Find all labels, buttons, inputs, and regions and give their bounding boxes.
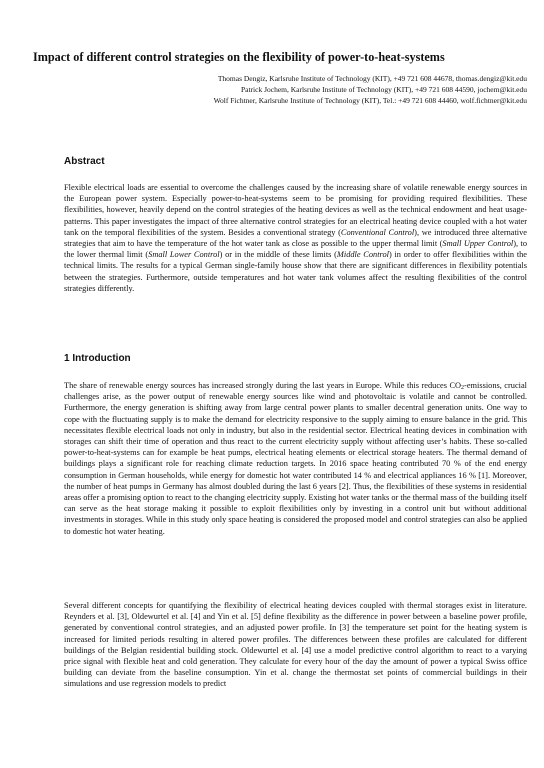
abstract-text: Flexible electrical loads are essential to overcome the challenges caused by the increasing share of volatile renewable energy sources in the European power system. Especially power-to-heat-systems seem to be promising for providing required flexibilities. These flexibilities, however, heavily depend on the control strategies of the heating devices as well as the technical endowment and heat usage-patterns. This paper investigates the impact of three alternative control strategies for an electrical heating device coupled with a hot water tank on the temporal flexibilities of the system. Besides a conventional strategy ( (64, 183, 527, 237)
author-list (214, 73, 527, 106)
intro-text: -emissions, crucial challenges arise, as the power output of renewable energy sources like wind and photovoltaic is volatile and cannot be controlled. Furthermore, the energy generation is shifting away from large central power plants to smaller decentral generation units. One way to cope with the fluctuating supply is to make the demand for electricity responsive to the supply aiming to ensure balance in the grid. This necessitates flexible electrical loads not only in industry, but also in the residential sector. Electrical heating devices in combination with storages can shift their time of operation and thus react to the current electricity supply without affecting user’s habits. These so-called power-to-heat-systems can for example be heat pumps, electrical heating elements or electrical storage heaters. The thermal demand of buildings plays a significant role for reaching climate reduction targets. In 2016 space heating contributed 70 % of the end energy consumption in German households, while energy for domestic hot water contributed 14 % and electrical appliances 16 % [1]. Moreover, the number of heat pumps in Germany has almost doubled during the last 6 years [2]. Thus, the flexibilities of these systems in residential areas offer a promising option to react to the changing electricity supply. Existing hot water tanks or the thermal mass of the building itself can serve as the heat storage making it possible to exploit flexibilities only by investing in a control unit but without additional investments in storages. While in this study only space heating is considered the proposed model and control strategies can also be applied to domestic hot water heating. (64, 381, 527, 536)
abstract-heading: Abstract (64, 156, 105, 167)
introduction-heading: 1 Introduction (64, 353, 131, 364)
abstract-text: ) in order to offer flexibilities within the technical limits. The results for a typical German single-family house show that there are significant differences in flexibility potentials between the strategies. Furthermore, outside temperatures and hot water tank volumes affect the resulting flexibilities of the control strategies differently. (64, 250, 528, 293)
introduction-paragraph: Several different concepts for quantifying the flexibility of electrical heating devices coupled with thermal storages exist in literature. Reynders et al. [3], Oldewurtel et al. [4] and Yin et al. [5] define flexibility as the difference in power between a baseline power profile, generated by conventional control strategies, and an adjusted power profile. In [3] the temperature set point for the heating system is increased for limited periods resulting in altered power profiles. The differences between these profiles are calculated for different buildings of the Belgian residential building stock. Oldewurtel et al. [4] use a model predictive control algorithm to react to a varying price signal with flexible heat and cold generation. They calculate for every hour of the day the amount of power a typical Swiss office building can deviate from the baseline consumption. Yin et al. change the thermostat set points of commercial buildings in their simulations and use regression models to predict (64, 601, 527, 689)
subscript: 2 (461, 385, 465, 391)
intro-text: The share of renewable energy sources has increased strongly during the last years in Europe. While this reduces CO (64, 381, 462, 390)
strategy-name: Middle Control (336, 250, 389, 260)
abstract-text: ), to the lower thermal limit ( (64, 239, 527, 260)
introduction-paragraph (64, 380, 527, 537)
paper-title: Impact of different control strategies on the flexibility of power-to-heat-systems (33, 50, 445, 64)
abstract-paragraph (64, 182, 527, 294)
strategy-name: Small Lower Control (148, 250, 220, 260)
abstract-text: ) or in the middle of these limits ( (219, 250, 337, 260)
author-line: Thomas Dengiz, Karlsruhe Institute of Technology (KIT), +49 721 608 44678, thomas.dengiz@kit.edu (217, 74, 527, 83)
strategy-name: Small Upper Control (442, 239, 514, 249)
abstract-text: ), we introduced three alternative strategies that aim to have the temperature of the hot water tank as close as possible to the upper thermal limit ( (64, 227, 527, 249)
author-line: Wolf Fichtner, Karlsruhe Institute of Technology (KIT), Tel.: +49 721 608 44460, wolf.fichtner@kit.edu (213, 96, 527, 105)
strategy-name: Conventional Control (340, 227, 415, 237)
author-line: Patrick Jochem, Karlsruhe Institute of Technology (KIT), +49 721 608 44590, jochem@kit.edu (240, 85, 527, 94)
